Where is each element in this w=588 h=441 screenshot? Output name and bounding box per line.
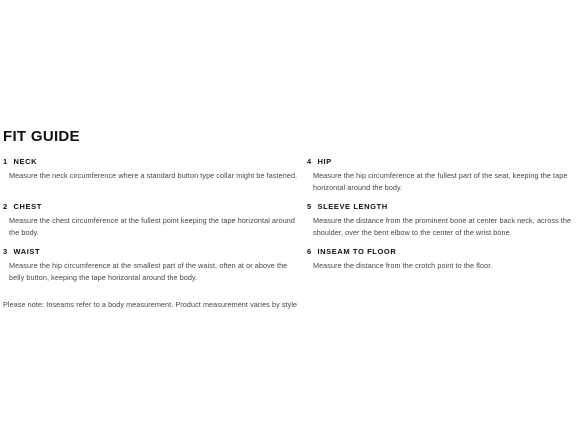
fit-item-sleeve-length <box>307 202 586 238</box>
fit-item-number: 6 <box>307 247 312 256</box>
fit-item-number: 5 <box>307 202 312 211</box>
fit-item-waist <box>3 247 299 283</box>
page-title: FIT GUIDE <box>3 128 80 145</box>
fit-item-description: Measure the distance from the crotch point to the floor. <box>313 261 493 270</box>
fit-item-number: 2 <box>3 202 8 211</box>
fit-item-name: SLEEVE LENGTH <box>317 202 388 211</box>
fit-item-heading <box>307 157 586 167</box>
fit-item-description: Measure the hip circumference at the smallest part of the waist, often at or above the belly button, keeping the tape horizontal around the body. <box>9 261 288 282</box>
fit-item-description: Measure the distance from the prominent bone at center back neck, across the shoulder, over the bent elbow to the center of the wrist bone. <box>313 216 572 237</box>
fit-item-description: Measure the neck circumference where a standard button type collar might be fastened. <box>9 171 298 180</box>
fit-item-description: Measure the chest circumference at the fullest point keeping the tape horizontal around the body. <box>9 216 295 237</box>
fit-item-heading <box>3 157 299 167</box>
fit-item-number: 4 <box>307 157 312 166</box>
fit-item-neck <box>3 157 299 182</box>
fit-item-chest <box>3 202 299 238</box>
fit-item-hip <box>307 157 586 193</box>
fit-item-heading <box>3 247 299 257</box>
fit-item-name: HIP <box>317 157 332 166</box>
fit-item-inseam-to-floor <box>307 247 586 272</box>
fit-item-name: WAIST <box>13 247 41 256</box>
fit-item-name: CHEST <box>13 202 42 211</box>
fit-item-heading <box>307 202 586 212</box>
fit-item-heading <box>3 202 299 212</box>
fit-item-name: INSEAM TO FLOOR <box>317 247 397 256</box>
fit-item-description: Measure the hip circumference at the fullest part of the seat, keeping the tape horizontal around the body. <box>313 171 568 192</box>
inseam-note: Please note: Inseams refer to a body measurement. Product measurement varies by style <box>3 300 298 309</box>
fit-item-heading <box>307 247 586 257</box>
fit-item-number: 1 <box>3 157 8 166</box>
fit-item-number: 3 <box>3 247 8 256</box>
fit-item-name: NECK <box>13 157 38 166</box>
